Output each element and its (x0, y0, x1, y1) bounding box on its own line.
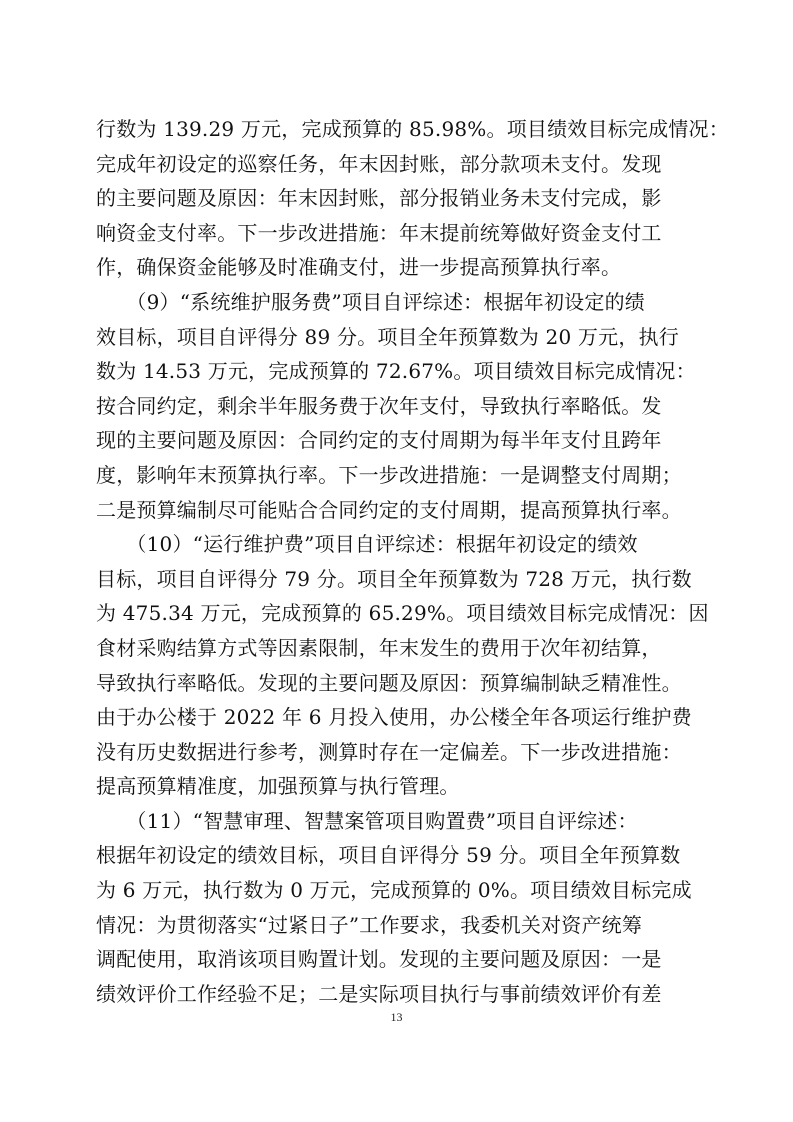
text-line: （11）“智慧审理、智慧案管项目购置费”项目自评综述： (96, 808, 638, 833)
text-line: 作，确保资金能够及时准确支付，进一步提高预算执行率。 (96, 255, 622, 280)
text-line: 没有历史数据进行参考，测算时存在一定偏差。下一步改进措施： (96, 739, 682, 764)
text-line: 现的主要问题及原因：合同约定的支付周期为每半年支付且跨年 (96, 428, 662, 453)
text-line: 响资金支付率。下一步改进措施：年末提前统筹做好资金支付工 (96, 220, 662, 245)
text-line: 为 475.34 万元，完成预算的 65.29%。项目绩效目标完成情况：因 (96, 601, 709, 626)
text-line: 由于办公楼于 2022 年 6 月投入使用，办公楼全年各项运行维护费 (96, 705, 692, 730)
text-line: 数为 14.53 万元，完成预算的 72.67%。项目绩效目标完成情况： (96, 359, 696, 384)
text-line: 导致执行率略低。发现的主要问题及原因：预算编制缺乏精准性。 (96, 670, 682, 695)
text-line: 调配使用，取消该项目购置计划。发现的主要问题及原因：一是 (96, 947, 662, 972)
text-line: 提高预算精准度，加强预算与执行管理。 (96, 774, 460, 799)
text-line: 按合同约定，剩余半年服务费于次年支付，导致执行率略低。发 (96, 393, 662, 418)
text-line: 行数为 139.29 万元，完成预算的 85.98%。项目绩效目标完成情况： (96, 117, 729, 141)
document-body (96, 112, 729, 1011)
text-line: 根据年初设定的绩效目标，项目自评得分 59 分。项目全年预算数 (96, 843, 681, 868)
text-line: 的主要问题及原因：年末因封账，部分报销业务未支付完成，影 (96, 186, 662, 211)
text-line: 绩效评价工作经验不足；二是实际项目执行与事前绩效评价有差 (96, 981, 662, 1006)
text-line: （10）“运行维护费”项目自评综述：根据年初设定的绩效 (96, 532, 638, 557)
page-number: 13 (390, 1010, 403, 1024)
text-line: 食材采购结算方式等因素限制，年末发生的费用于次年初结算， (96, 635, 662, 660)
text-line: （9）“系统维护服务费”项目自评综述：根据年初设定的绩 (96, 289, 645, 314)
text-line: 目标，项目自评得分 79 分。项目全年预算数为 728 万元，执行数 (96, 566, 692, 591)
text-line: 情况：为贯彻落实“过紧日子”工作要求，我委机关对资产统筹 (96, 912, 643, 937)
text-line: 完成年初设定的巡察任务，年末因封账，部分款项未支付。发现 (96, 151, 662, 176)
text-line: 为 6 万元，执行数为 0 万元，完成预算的 0%。项目绩效目标完成 (96, 878, 692, 903)
text-line: 二是预算编制尽可能贴合合同约定的支付周期，提高预算执行率。 (96, 497, 682, 522)
text-line: 效目标，项目自评得分 89 分。项目全年预算数为 20 万元，执行 (96, 324, 679, 349)
text-line: 度，影响年末预算执行率。下一步改进措施：一是调整支付周期； (96, 462, 682, 487)
